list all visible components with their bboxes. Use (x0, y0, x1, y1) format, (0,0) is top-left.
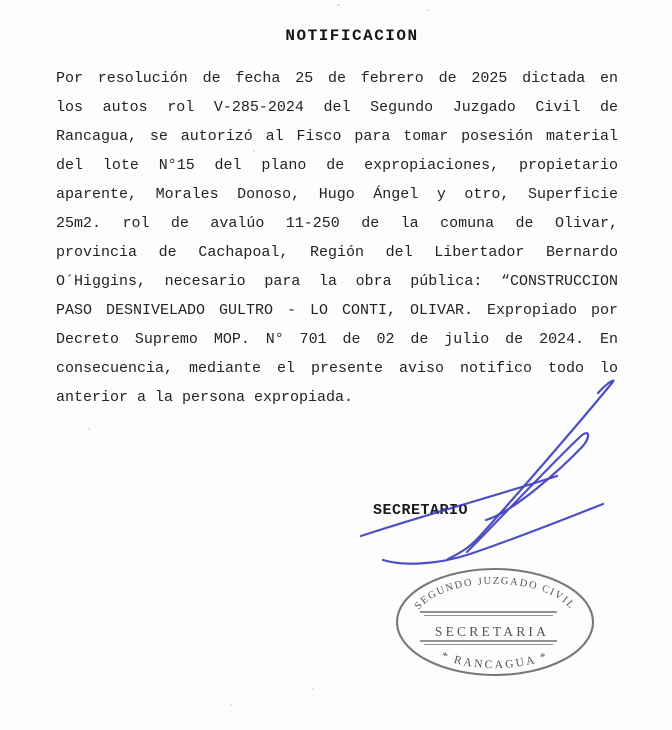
paragraph-line: anterior a la persona expropiada. (56, 389, 354, 406)
secretario-label: SECRETARIO (373, 502, 469, 519)
scan-speck (253, 150, 255, 152)
scan-speck (230, 704, 232, 706)
paragraph-line: consecuencia, mediante el presente aviso notifico todo lo (56, 360, 618, 377)
paragraph-line: del lote N°15 del plano de expropiaciones, propietario (56, 157, 618, 174)
stamp-middle-text: SECRETARIA (434, 624, 550, 639)
scan-speck (427, 9, 429, 11)
scan-speck (88, 428, 90, 430)
paragraph (56, 64, 618, 412)
paragraph-line: Rancagua, se autorizó al Fisco para tomar posesión material (56, 128, 618, 145)
paragraph-line: Por resolución de fecha 25 de febrero de 2025 dictada en (56, 70, 618, 87)
paragraph-line: aparente, Morales Donoso, Hugo Ángel y otro, Superficie (56, 186, 618, 203)
paragraph-line: 25m2. rol de avalúo 11-250 de la comuna de Olivar, (56, 215, 618, 232)
paragraph-line: Decreto Supremo MOP. N° 701 de 02 de julio de 2024. En (56, 331, 618, 348)
signature-stroke-loop (467, 433, 588, 552)
paragraph-line: O´Higgins, necesario para la obra pública: “CONSTRUCCION (56, 273, 618, 290)
scan-speck (337, 4, 340, 6)
stamp-border (397, 569, 593, 675)
paragraph-line: PASO DESNIVELADO GULTRO - LO CONTI, OLIVAR. Expropiado por (56, 302, 618, 319)
scan-speck (312, 688, 314, 690)
court-stamp (397, 569, 593, 675)
paragraph-line: provincia de Cachapoal, Región del Libertador Bernardo (56, 244, 618, 261)
stamp-top-text: SEGUNDO JUZGADO CIVIL (412, 575, 578, 612)
scan-speck (529, 190, 531, 192)
document-title: NOTIFICACION (285, 27, 419, 45)
stamp-bottom-text: * RANCAGUA * (439, 649, 551, 672)
paragraph-line: los autos rol V-285-2024 del Segundo Juzgado Civil de (56, 99, 618, 116)
